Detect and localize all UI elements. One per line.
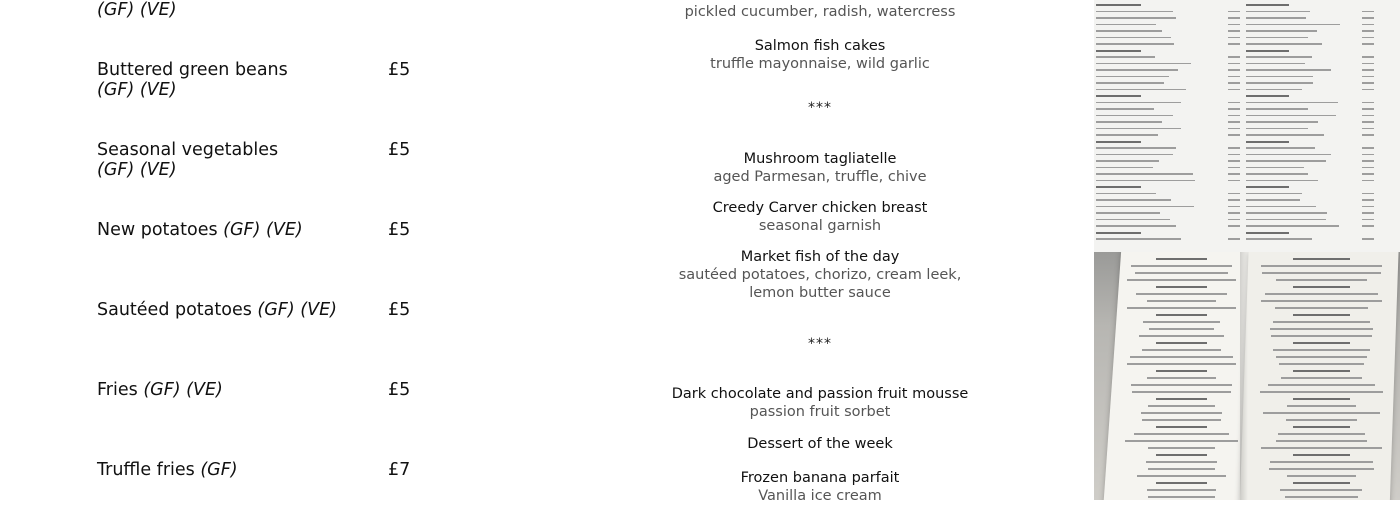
side-item [97,380,417,400]
photo-text-line [1287,405,1356,407]
photo-text-line [1096,128,1181,130]
photo-price-line [1228,154,1240,156]
photo-text-line [1246,95,1289,97]
side-diet: (GF) (VE) [257,300,337,320]
wine-list-photo [1094,0,1400,252]
photo-text-line [1096,30,1162,32]
photo-text-line [1246,206,1316,208]
side-item [97,220,417,240]
photo-price-line [1228,43,1240,45]
side-diet: (GF) (VE) [97,80,177,100]
photo-text-line [1131,265,1232,267]
side-item [97,460,417,480]
photo-price-line [1362,199,1374,201]
photo-text-line [1268,384,1375,386]
course-description: lemon butter sauce [749,285,891,301]
photo-text-line [1261,447,1381,449]
photo-text-line [1096,180,1195,182]
photo-text-line [1269,468,1375,470]
photo-text-line [1246,134,1324,136]
course-separator: *** [808,336,832,352]
photo-text-line [1156,286,1208,288]
photo-price-line [1362,11,1374,13]
photo-price-line [1228,134,1240,136]
photo-price-line [1362,63,1374,65]
photo-text-line [1246,173,1308,175]
photo-text-line [1147,300,1216,302]
photo-price-line [1362,154,1374,156]
course-title: Market fish of the day [740,249,900,265]
photo-text-line [1096,173,1193,175]
photo-text-line [1131,384,1233,386]
photo-text-line [1096,147,1176,149]
side-name [97,460,417,480]
side-price: £5 [388,380,411,400]
photo-price-line [1362,134,1374,136]
photo-text-line [1096,141,1141,143]
side-name: Buttered green beans [97,60,288,80]
photo-text-line [1246,115,1336,117]
photo-price-line [1362,115,1374,117]
course-description: sautéed potatoes, chorizo, cream leek, [678,267,962,283]
photo-text-line [1096,134,1158,136]
photo-text-line [1246,186,1289,188]
photo-text-line [1286,419,1357,421]
side-item [97,60,417,100]
photo-text-line [1096,225,1176,227]
photo-text-line [1148,447,1216,449]
photo-text-line [1273,349,1370,351]
side-name [97,220,417,240]
photo-price-line [1362,160,1374,162]
photo-price-line [1228,238,1240,240]
photo-price-line [1362,206,1374,208]
side-diet: (GF) (VE) [97,160,177,180]
photo-text-line [1148,405,1214,407]
course [600,385,1040,421]
photo-price-line [1362,212,1374,214]
photo-price-line [1228,82,1240,84]
side-diet: (GF) (VE) [143,380,223,400]
photo-text-line [1273,321,1370,323]
photo-text-line [1136,293,1227,295]
photo-price-line [1228,160,1240,162]
photo-price-line [1362,128,1374,130]
photo-text-line [1156,426,1208,428]
side-diet: (GF) (VE) [223,220,303,240]
photo-text-line [1096,212,1160,214]
photo-text-line [1156,454,1208,456]
tasting-menu [600,0,1040,504]
photo-text-line [1096,193,1156,195]
photo-text-line [1127,279,1236,281]
photo-text-line [1096,199,1171,201]
side-name-text: Truffle fries [97,460,195,480]
photo-text-line [1246,219,1326,221]
photo-text-line [1279,363,1364,365]
photo-text-line [1246,4,1289,6]
photo-text-line [1293,286,1349,288]
photo-text-line [1096,232,1141,234]
side-price: £5 [388,60,411,80]
photo-text-line [1096,154,1173,156]
side-price: £5 [388,140,411,160]
photo-text-line [1096,115,1173,117]
photo-text-line [1293,454,1349,456]
photo-text-line [1246,11,1310,13]
photo-price-line [1362,108,1374,110]
photo-text-line [1096,63,1191,65]
photo-price-line [1228,76,1240,78]
photo-text-line [1246,63,1305,65]
course-title: Dark chocolate and passion fruit mousse [671,386,969,402]
photo-text-line [1142,419,1221,421]
photo-price-line [1362,180,1374,182]
course-description: aged Parmesan, truffle, chive [713,169,927,185]
photo-text-line [1147,377,1215,379]
photo-text-line [1096,160,1159,162]
photo-text-line [1132,391,1231,393]
side-item [97,300,417,320]
photo-price-line [1228,193,1240,195]
photo-text-line [1246,212,1327,214]
photo-text-line [1246,232,1289,234]
photo-text-line [1246,17,1306,19]
course [600,150,1040,186]
side-price: £5 [388,220,411,240]
side-item [97,0,417,20]
photo-price-line [1228,121,1240,123]
photo-text-line [1096,108,1154,110]
photo-text-line [1246,102,1338,104]
photo-text-line [1142,349,1221,351]
photo-text-line [1246,160,1326,162]
photo-price-line [1362,225,1374,227]
photo-price-line [1362,76,1374,78]
photo-text-line [1246,89,1302,91]
photo-price-line [1228,180,1240,182]
photo-text-line [1246,56,1312,58]
course-description: truffle mayonnaise, wild garlic [710,56,930,72]
photo-text-line [1130,356,1234,358]
photo-text-line [1263,412,1380,414]
photo-text-line [1096,102,1181,104]
photo-price-line [1228,56,1240,58]
photo-text-line [1096,17,1176,19]
photo-text-line [1270,328,1374,330]
photo-text-line [1096,167,1153,169]
side-name-text: New potatoes [97,220,218,240]
photo-text-line [1096,11,1173,13]
course-description: passion fruit sorbet [749,404,891,420]
photo-text-line [1156,314,1208,316]
photo-text-line [1246,147,1315,149]
photo-text-line [1147,489,1215,491]
photo-price-line [1228,225,1240,227]
photo-text-line [1293,426,1349,428]
photo-price-line [1228,219,1240,221]
side-diet: (GF) [200,460,238,480]
side-diet: (GF) (VE) [97,0,177,20]
photo-text-line [1139,335,1223,337]
photo-text-line [1281,377,1361,379]
photo-text-line [1156,258,1208,260]
photo-text-line [1246,82,1313,84]
photo-text-line [1096,69,1178,71]
photo-price-line [1362,69,1374,71]
photo-price-line [1362,193,1374,195]
photo-text-line [1262,272,1381,274]
photo-text-line [1146,461,1217,463]
photo-text-line [1261,300,1382,302]
photo-text-line [1246,167,1304,169]
photo-text-line [1270,461,1373,463]
photo-text-line [1141,412,1221,414]
photo-text-line [1096,219,1170,221]
photo-text-line [1246,154,1331,156]
photo-text-line [1096,206,1194,208]
photo-price-line [1362,121,1374,123]
photo-text-line [1246,76,1313,78]
side-name-text: Sautéed potatoes [97,300,252,320]
photo-text-line [1149,328,1215,330]
side-item [97,140,417,180]
course [600,37,1040,73]
sides-menu [0,0,560,500]
menu-card-right [1239,252,1398,500]
photo-text-line [1246,238,1312,240]
photo-text-line [1246,43,1322,45]
photo-text-line [1246,180,1318,182]
photo-text-line [1293,258,1349,260]
photo-price-line [1228,37,1240,39]
photo-text-line [1096,186,1141,188]
menu-card-left [1103,252,1259,500]
photo-text-line [1135,272,1228,274]
side-name: Seasonal vegetables [97,140,279,160]
photo-text-line [1246,128,1308,130]
photo-text-line [1096,4,1141,6]
photo-price-line [1228,199,1240,201]
photo-price-line [1362,167,1374,169]
photo-text-line [1127,363,1235,365]
photo-text-line [1278,433,1366,435]
photo-text-line [1285,496,1359,498]
side-name [97,300,417,320]
photo-text-line [1096,43,1174,45]
photo-text-line [1293,342,1349,344]
photo-text-line [1275,307,1367,309]
photo-price-line [1362,30,1374,32]
photo-text-line [1156,370,1208,372]
photo-text-line [1156,342,1208,344]
photo-price-line [1228,128,1240,130]
photo-text-line [1156,482,1208,484]
photo-price-line [1228,11,1240,13]
photo-text-line [1293,314,1349,316]
photo-text-line [1260,391,1384,393]
photo-text-line [1096,56,1155,58]
photo-text-line [1246,121,1318,123]
course-separator: *** [808,100,832,116]
photo-text-line [1246,37,1308,39]
photo-text-line [1096,121,1162,123]
photo-price-line [1362,56,1374,58]
course-description: Vanilla ice cream [758,488,882,504]
photo-price-line [1362,37,1374,39]
course-title: Mushroom tagliatelle [743,151,897,167]
side-price: £5 [388,300,411,320]
photo-text-line [1156,398,1208,400]
photo-text-line [1246,69,1331,71]
course-title: Salmon fish cakes [754,38,886,54]
photo-text-line [1246,193,1302,195]
photo-text-line [1287,475,1356,477]
photo-price-line [1362,89,1374,91]
photo-price-line [1228,102,1240,104]
side-name-text: Fries [97,380,138,400]
photo-price-line [1362,147,1374,149]
photo-text-line [1134,433,1229,435]
photo-text-line [1293,398,1349,400]
photo-text-line [1265,293,1378,295]
photo-price-line [1362,219,1374,221]
course [600,435,1040,453]
photo-text-line [1137,475,1226,477]
photo-text-line [1096,82,1164,84]
course-description: seasonal garnish [758,218,882,234]
course-title: Dessert of the week [747,436,893,452]
course [600,3,1040,21]
photo-text-line [1246,30,1317,32]
photo-text-line [1148,496,1216,498]
course-title: Frozen banana parfait [740,470,900,486]
photo-text-line [1148,468,1216,470]
menu-cards-photo [1094,252,1400,500]
photo-price-line [1362,17,1374,19]
photo-text-line [1246,24,1340,26]
photo-text-line [1276,356,1367,358]
photo-text-line [1125,440,1239,442]
photo-price-line [1228,30,1240,32]
photo-price-line [1228,63,1240,65]
photo-price-line [1228,212,1240,214]
photo-price-line [1228,167,1240,169]
photo-price-line [1228,173,1240,175]
course [600,248,1040,302]
photo-text-line [1127,307,1236,309]
photo-text-line [1271,335,1372,337]
photo-text-line [1276,279,1367,281]
photo-price-line [1228,206,1240,208]
photo-text-line [1096,95,1141,97]
photo-text-line [1246,199,1300,201]
photo-price-line [1228,69,1240,71]
photo-price-line [1362,102,1374,104]
photo-price-line [1228,115,1240,117]
photo-price-line [1228,108,1240,110]
photo-price-line [1362,82,1374,84]
photo-text-line [1293,482,1349,484]
photo-price-line [1228,89,1240,91]
photo-price-line [1228,147,1240,149]
photo-text-line [1276,440,1367,442]
photo-price-line [1362,24,1374,26]
course-title: Creedy Carver chicken breast [712,200,928,216]
photo-price-line [1362,173,1374,175]
photo-price-line [1362,238,1374,240]
photo-text-line [1096,89,1186,91]
photo-text-line [1246,225,1339,227]
photo-price-line [1228,17,1240,19]
course [600,199,1040,235]
photo-price-line [1362,43,1374,45]
photo-text-line [1261,265,1381,267]
course-description: pickled cucumber, radish, watercress [684,4,956,20]
side-name [97,380,417,400]
side-price: £7 [388,460,411,480]
photo-text-line [1143,321,1219,323]
photo-text-line [1096,24,1156,26]
photo-text-line [1096,76,1169,78]
photo-text-line [1246,108,1308,110]
photo-text-line [1096,238,1181,240]
photo-text-line [1246,141,1289,143]
photo-text-line [1096,50,1141,52]
photo-price-line [1228,24,1240,26]
photo-text-line [1280,489,1362,491]
photo-text-line [1293,370,1349,372]
photo-text-line [1246,50,1289,52]
card-fold-shadow [1240,252,1248,500]
photo-text-line [1096,37,1171,39]
